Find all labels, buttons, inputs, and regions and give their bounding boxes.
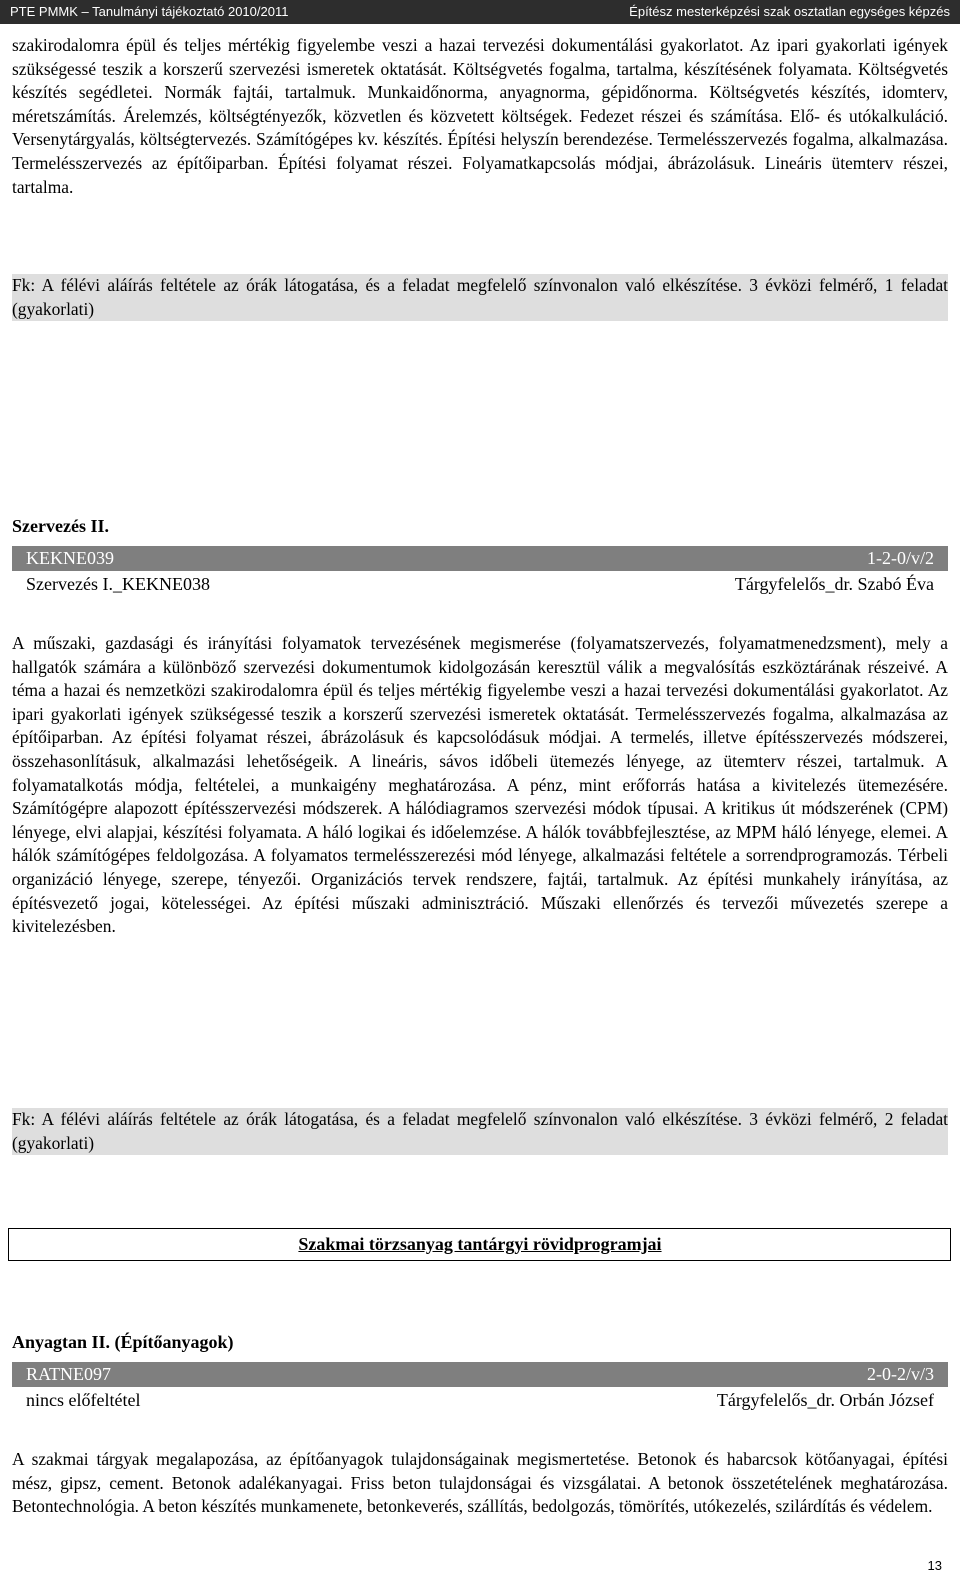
course-description: A szakmai tárgyak megalapozása, az építőanyagok tulajdonságainak megismertetése. Betonok és habarcsok kötőanyagai, építési mész, gipsz, cement. Betonok adalékanyagai. Friss beton tulajdonságai és vizsgálatai. A betonok összetételének meghatározása. Betontechnológia. A beton készítés munkamenete, betonkeverés, szállítás, bedolgozás, tömörítés, utókezelés, szilárdítás és védelem. — [12, 1449, 948, 1517]
course-code: RATNE097 — [26, 1364, 111, 1384]
course-responsible: Tárgyfelelős_dr. Szabó Éva — [734, 574, 934, 594]
top-fk-note: Fk: A félévi aláírás feltétele az órák látogatása, és a feladat megfelelő színvonalon való elkészítése. 3 évközi felmérő, 1 feladat (gyakorlati) — [12, 274, 948, 321]
course-credits: 1-2-0/v/2 — [867, 548, 934, 568]
course-code: KEKNE039 — [26, 548, 114, 568]
page-number: 13 — [927, 1558, 942, 1573]
course-title: Szervezés II. — [12, 516, 109, 536]
course-prerequisite: Szervezés I._KEKNE038 — [26, 574, 210, 594]
course-fk-note: Fk: A félévi aláírás feltétele az órák látogatása, és a feladat megfelelő színvonalon való elkészítése. 3 évközi felmérő, 2 feladat (gyakorlati) — [12, 1108, 948, 1155]
header-left-text: PTE PMMK – Tanulmányi tájékoztató 2010/2011 — [10, 4, 289, 19]
section-title: Szakmai törzsanyag tantárgyi rövidprogramjai — [298, 1234, 662, 1254]
course-code-bar — [12, 1362, 948, 1387]
page-header — [0, 0, 960, 24]
course-title: Anyagtan II. (Építőanyagok) — [12, 1332, 234, 1352]
course-code-bar — [12, 546, 948, 571]
header-right-text: Építész mesterképzési szak osztatlan egységes képzés — [629, 4, 950, 19]
top-paragraph: szakirodalomra épül és teljes mértékig figyelembe veszi a hazai tervezési dokumentálási gyakorlatot. Az ipari gyakorlati igények szükségessé teszik a korszerű szervezési ismeretek oktatását. Költségvetés fogalma, tartalma, készítésének folyamata. Költségvetés készítés segédletei. Normák fajtái, tartalmuk. Munkaidőnorma, anyagnorma, gépidőnorma. Költségvetés készítés, idomterv, méretszámítás. Árelemzés, költségtényezők, közvetlen és közvetett költségek. Fedezet részei és számítása. Elő- és utókalkuláció. Versenytárgyalás, költségtervezés. Számítógépes kv. készítés. Építési helyszín berendezése. Termelésszervezés fogalma, alkalmazása. Termelésszervezés az építőiparban. Építési folyamat részei. Folyamatkapcsolás módjai, ábrázolásuk. Lineáris ütemterv részei, tartalma. — [12, 35, 948, 197]
course-responsible: Tárgyfelelős_dr. Orbán József — [716, 1390, 934, 1410]
course-description: A műszaki, gazdasági és irányítási folyamatok tervezésének megismerése (folyamatszervezés, folyamatmenedzsment), mely a hallgatók számára a különböző szervezési dokumentumok kidolgozásán keresztül válik a megvalósítás eszköztárának részeivé. A téma a hazai és nemzetközi szakirodalomra épül és teljes mértékig figyelembe veszi a hazai tervezési dokumentálási gyakorlatot. Az ipari gyakorlati igények szükségessé teszik a korszerű szervezési ismeretek oktatását. Termelésszervezés fogalma, alkalmazása az építőiparban. Az építési folyamat részei, ábrázolásuk és kapcsolódásuk módjai. A termelés, illetve építésszervezés módszerei, összehasonlításuk, alkalmazási lehetőségeik. A lineáris, sávos időbeli ütemezés lényege, az ütemterv részei, tartalmuk. A folyamatalkotás módja, feltételei, a munkaigény meghatározása. A pénz, mint erőforrás hatása a kivitelezés ütemezésére. Számítógépre alapozott építésszervezési módszerek. A hálódiagramos szervezési módok típusai. A kritikus út módszerének (CPM) lényege, elvi alapjai, készítési folyamata. A háló logikai és időelemzése. A hálók továbbfejlesztése, az MPM háló lényege, elemei. A hálók számítógépes feldolgozása. A folyamatos termelésszerezési mód lényege, alkalmazási feltétele a sorrendprogramozás. Térbeli organizáció lényege, szerepe, tényezői. Organizációs tervek rendszere, fajtái, tartalmuk. Az építési munkahely irányítása, az építésvezető jogai, kötelességei. Az építési műszaki adminisztráció. Műszaki ellenőrzés és tervezői művezetés szerepe a kivitelezésben. — [12, 633, 948, 937]
course-prerequisite: nincs előfeltétel — [26, 1390, 141, 1410]
course-credits: 2-0-2/v/3 — [867, 1364, 934, 1384]
